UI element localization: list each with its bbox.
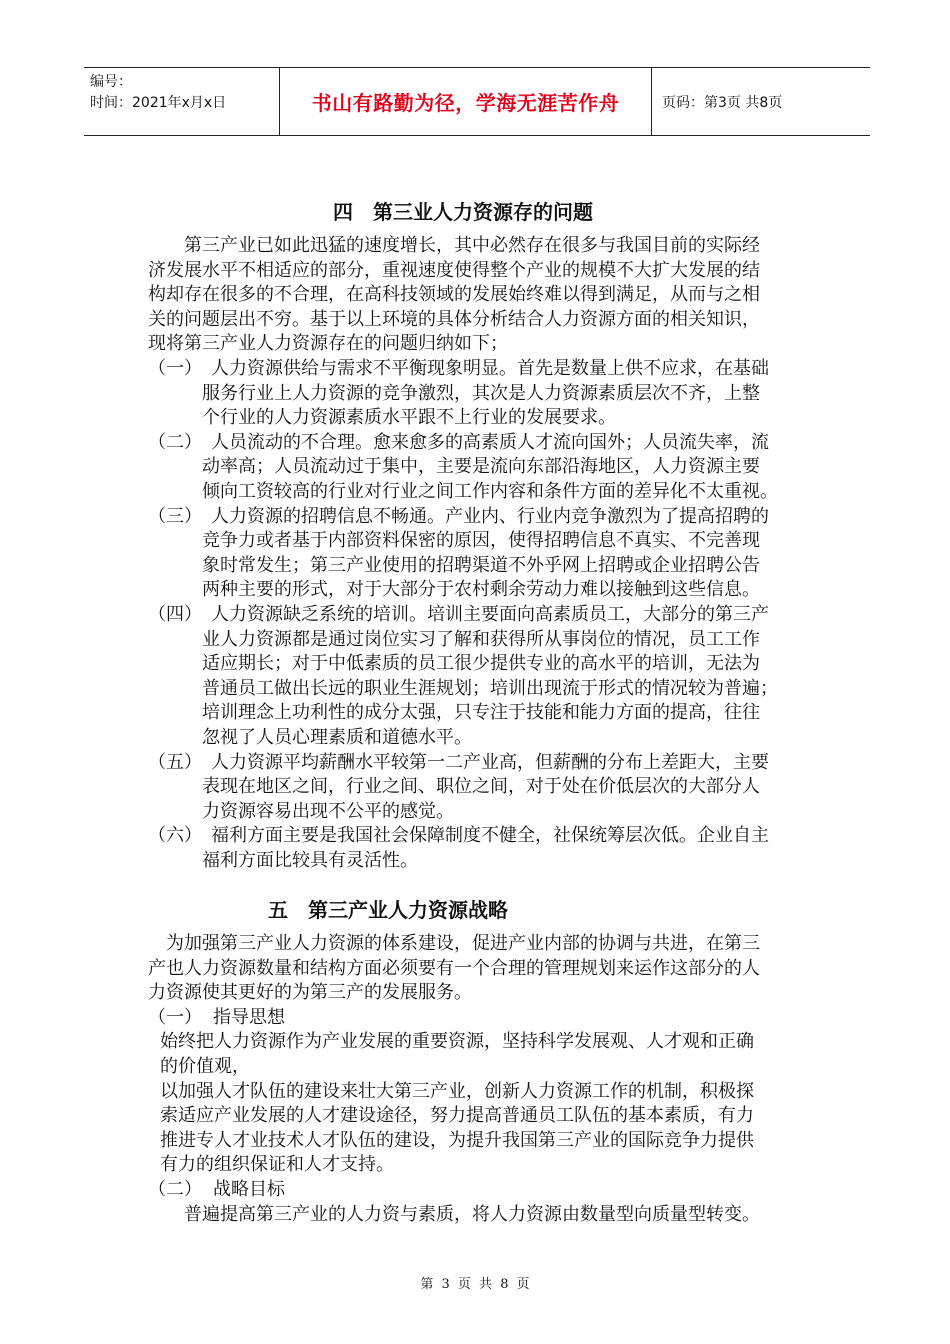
item-line: 福利方面比较具有灵活性。: [202, 850, 418, 871]
item-line: 人力资源平均薪酬水平较第一二产业高，但薪酬的分布上差距大，主要: [211, 751, 769, 773]
page-header: [84, 67, 870, 136]
sub-title: 战略目标: [213, 1179, 285, 1200]
sub1-line: 有力的组织保证和人才支持。: [160, 1154, 394, 1176]
section-4-title: 四 第三业人力资源存的问题: [333, 200, 593, 224]
item-line: 力资源容易出现不公平的感觉。: [202, 800, 454, 822]
section-4-intro-line: 构却存在很多的不合理，在高科技领域的发展始终难以得到满足，从而与之相: [148, 284, 760, 306]
item-line: 个行业的人力资源素质水平跟不上行业的发展要求。: [202, 407, 616, 429]
sub1-line: 索适应产业发展的人才建设途径，努力提高普通员工队伍的基本素质，有力: [160, 1105, 754, 1127]
section-4-intro-line: 第三产业已如此迅猛的速度增长，其中必然存在很多与我国目前的实际经: [184, 235, 760, 256]
item-line: 人员流动的不合理。愈来愈多的高素质人才流向国外；人员流失率，流: [211, 431, 769, 453]
section-4-intro-line: 关的问题层出不穷。基于以上环境的具体分析结合人力资源方面的相关知识，: [148, 308, 760, 330]
sub-label: （二）: [148, 1179, 202, 1200]
sub1-line: 推进专人才业技术人才队伍的建设，为提升我国第三产业的国际竞争力提供: [160, 1129, 754, 1151]
item-label: （一）: [148, 358, 202, 379]
section-5-intro-line: 产也人力资源数量和结构方面必须要有一个合理的管理规划来运作这部分的人: [148, 957, 760, 979]
section-4-intro-line: 济发展水平不相适应的部分，重视速度使得整个产业的规模不大扩大发展的结: [148, 259, 760, 281]
item-line: 两种主要的形式，对于大部分于农村剩余劳动力难以接触到这些信息。: [202, 579, 760, 601]
item-line: 人力资源的招聘信息不畅通。产业内、行业内竞争激烈为了提高招聘的: [211, 505, 769, 527]
item-line: 动率高；人员流动过于集中，主要是流向东部沿海地区，人力资源主要: [202, 456, 760, 478]
date-label: 时间：2021年x月x日: [90, 95, 227, 111]
sub1-line: 始终把人力资源作为产业发展的重要资源，坚持科学发展观、人才观和正确: [160, 1031, 754, 1053]
item-line: 倾向工资较高的行业对行业之间工作内容和条件方面的差异化不太重视。: [202, 481, 778, 502]
item-label: （四）: [148, 604, 202, 625]
item-label: （五）: [148, 751, 202, 773]
item-label: （三）: [148, 505, 202, 527]
item-line: 人力资源供给与需求不平衡现象明显。首先是数量上供不应求，在基础: [211, 358, 769, 379]
sub-label: （一）: [148, 1006, 202, 1028]
item-line: 象时常发生；第三产业使用的招聘渠道不外乎网上招聘或企业招聘公告: [202, 554, 760, 576]
header-page-info: 页码：第3页 共8页: [662, 94, 783, 111]
section-5-intro-line: 力资源使其更好的为第三产的发展服务。: [148, 982, 472, 1004]
item-line: 普通员工做出长远的职业生涯规划；培训出现流于形式的情况较为普遍；: [202, 677, 778, 699]
item-line: 忽视了人员心理素质和道德水平。: [202, 727, 472, 748]
item-label: （六）: [148, 825, 202, 847]
sub2-line: 普遍提高第三产业的人力资与素质，将人力资源由数量型向质量型转变。: [184, 1203, 760, 1225]
section-5-intro-line: 为加强第三产业人力资源的体系建设，促进产业内部的协调与共进，在第三: [166, 933, 760, 954]
item-line: 人力资源缺乏系统的培训。培训主要面向高素质员工，大部分的第三产: [211, 604, 769, 625]
item-line: 竞争力或者基于内部资料保密的原因，使得招聘信息不真实、不完善现: [202, 530, 760, 552]
section-4-intro-line: 现将第三产业人力资源存在的问题归纳如下；: [148, 333, 508, 355]
item-line: 业人力资源都是通过岗位实习了解和获得所从事岗位的情况，员工工作: [202, 628, 760, 650]
sub-title: 指导思想: [213, 1006, 285, 1028]
sub1-line: 以加强人才队伍的建设来壮大第三产业，创新人力资源工作的机制，积极探: [160, 1080, 754, 1102]
item-label: （二）: [148, 431, 202, 453]
header-meta: [84, 68, 280, 135]
item-line: 表现在地区之间，行业之间、职位之间，对于处在价低层次的大部分人: [202, 776, 760, 798]
section-5-title: 五 第三产业人力资源战略: [268, 898, 508, 922]
header-motto: 书山有路勤为径，学海无涯苦作舟: [280, 68, 652, 135]
page-footer: 第 3 页 共 8 页: [420, 1277, 530, 1292]
item-line: 服务行业上人力资源的竞争激烈，其次是人力资源素质层次不齐，上整: [202, 382, 760, 404]
code-label: 编号：: [90, 74, 132, 90]
sub1-line: 的价值观，: [160, 1056, 250, 1077]
item-line: 福利方面主要是我国社会保障制度不健全，社保统筹层次低。企业自主: [211, 825, 769, 847]
item-line: 培训理念上功利性的成分太强，只专注于技能和能力方面的提高，往往: [202, 702, 760, 724]
item-line: 适应期长；对于中低素质的员工很少提供专业的高水平的培训，无法为: [202, 653, 760, 675]
